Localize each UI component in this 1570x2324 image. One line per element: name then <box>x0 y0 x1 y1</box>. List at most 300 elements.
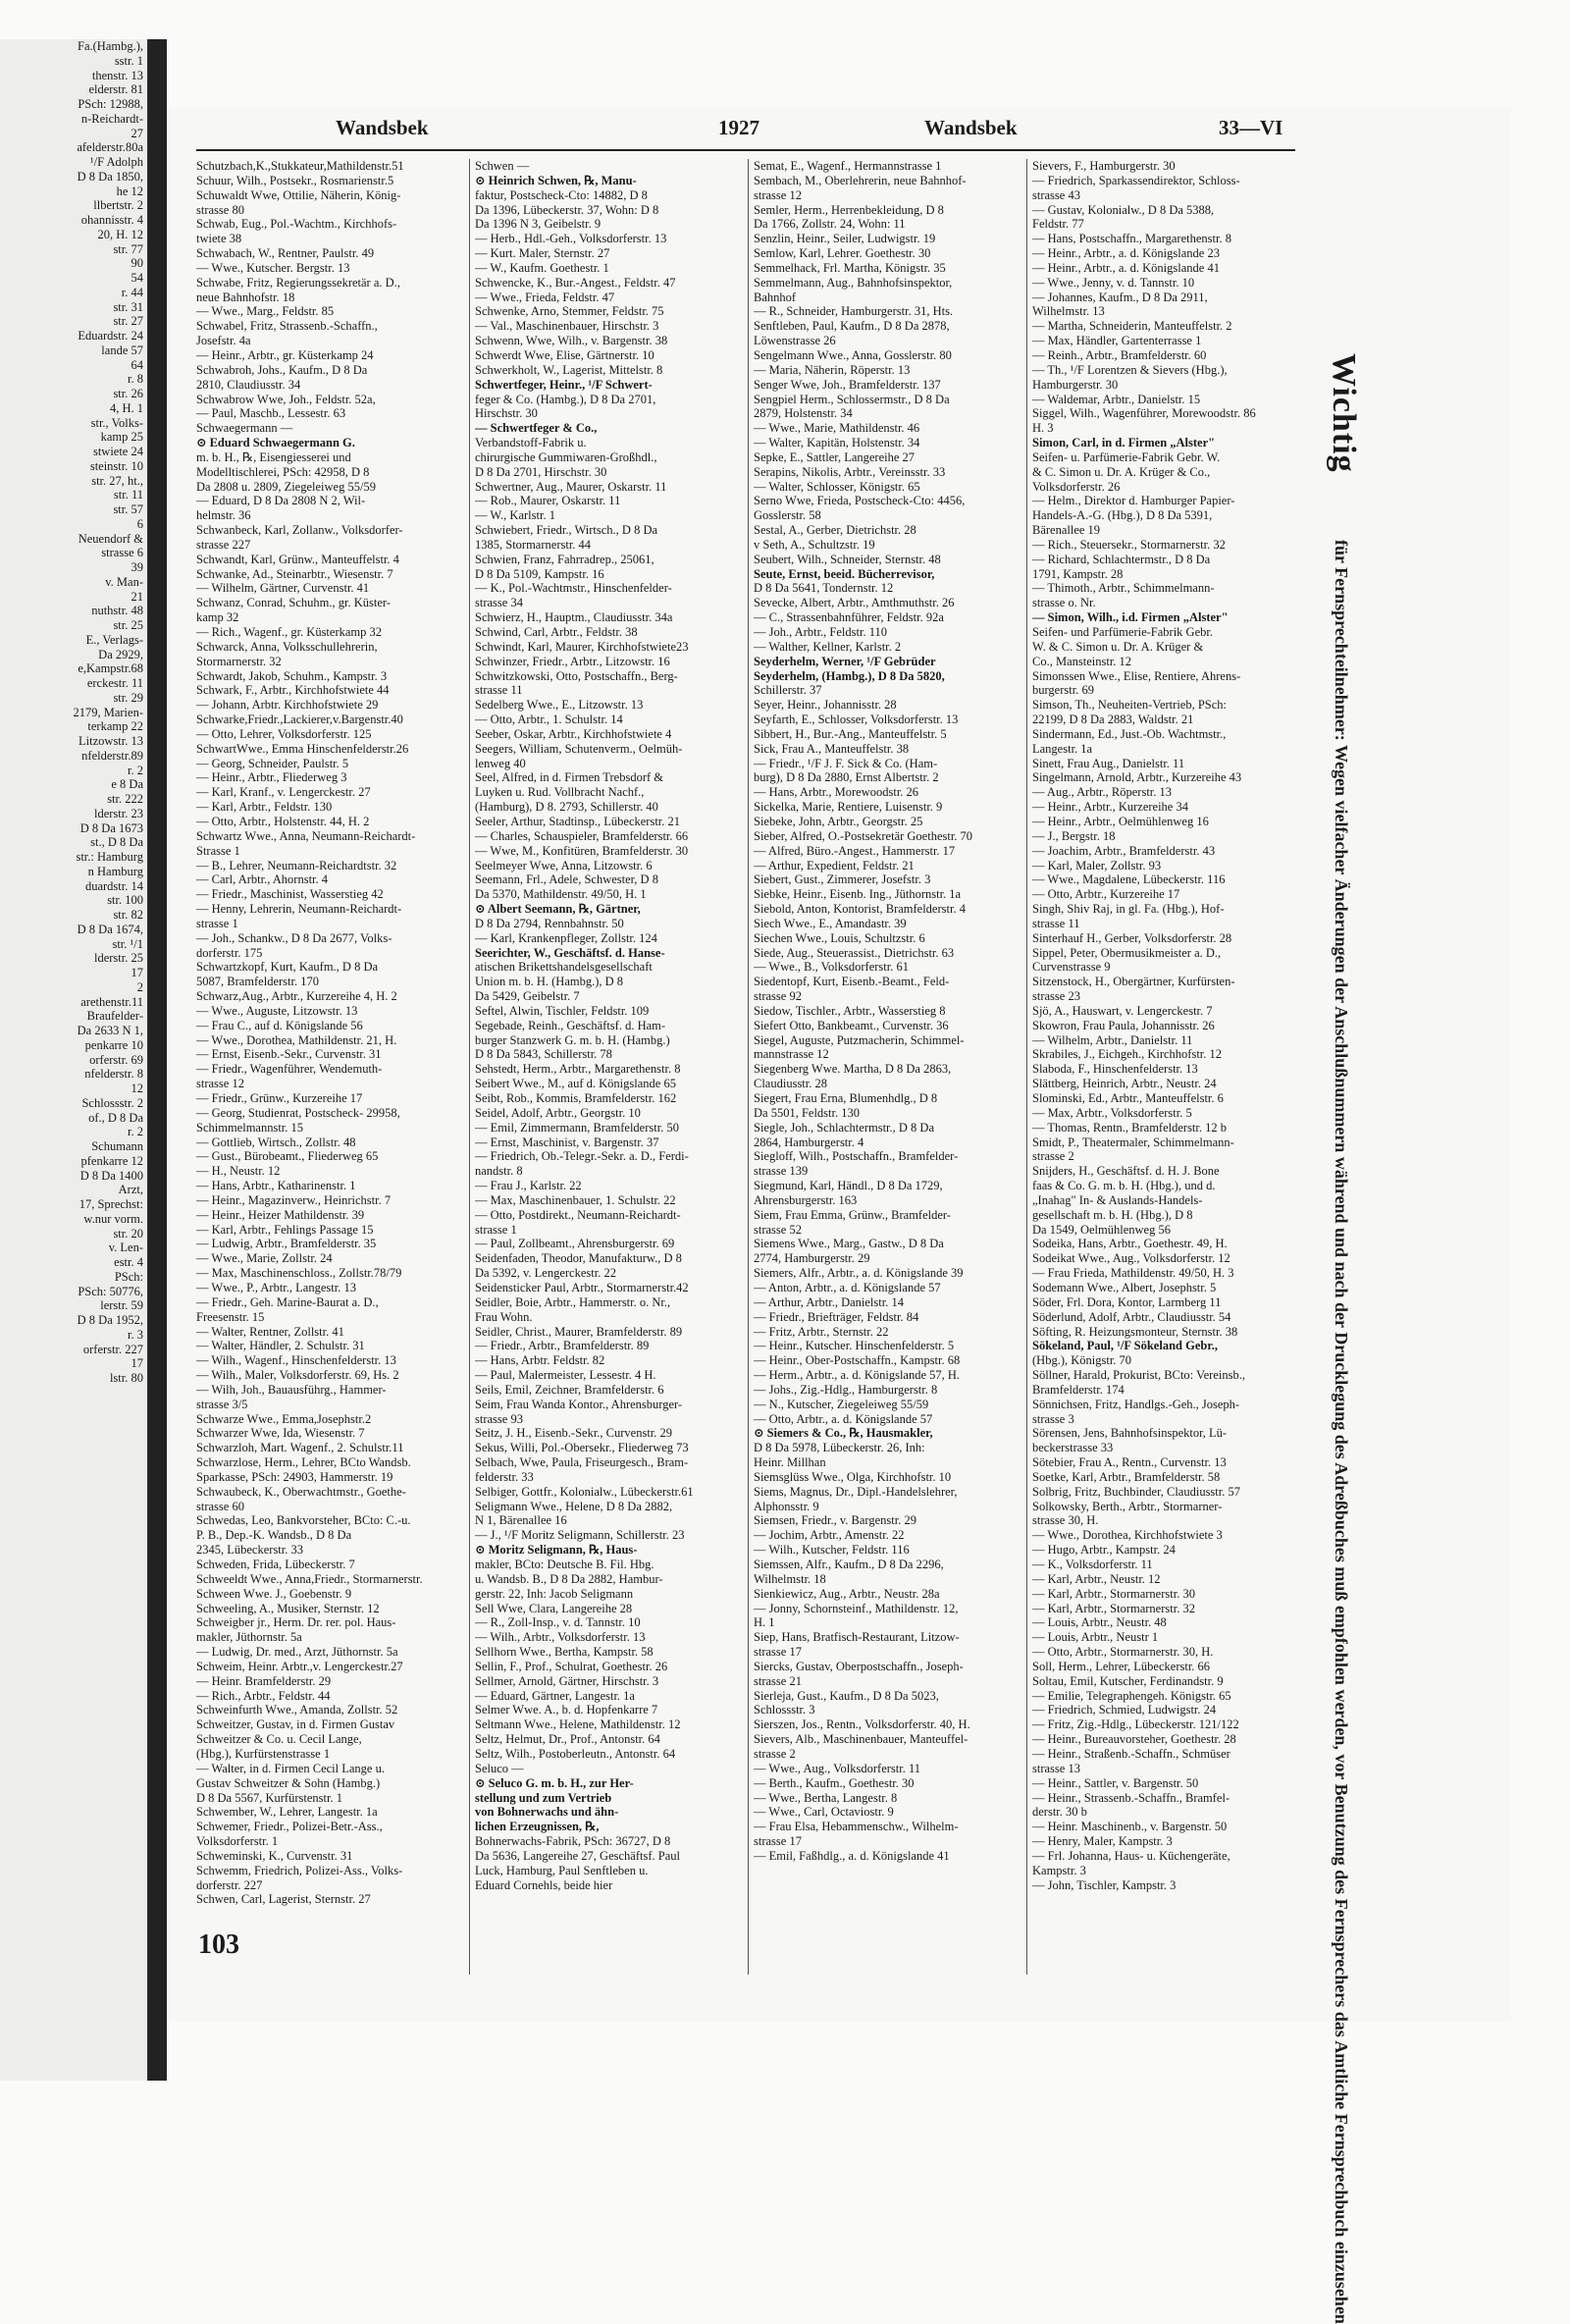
header-page-ref: 33—VI <box>1219 116 1283 139</box>
entry-line: — Herb., Hdl.-Geh., Volksdorferstr. 13 <box>475 232 667 246</box>
entry-line: Schwarck, Anna, Volksschullehrerin, <box>196 639 378 654</box>
strip-line: 54 <box>131 271 143 285</box>
entry-line: Sell Wwe, Clara, Langereihe 28 <box>475 1601 633 1615</box>
entry-line: Bramfelderstr. 174 <box>1032 1382 1125 1397</box>
entry-line: — K., Volksdorferstr. 11 <box>1032 1558 1153 1571</box>
entry-line: „Inahag" In- & Auslands-Handels- <box>1032 1192 1203 1207</box>
entry-line: Schwarzer Wwe, Ida, Wiesenstr. 7 <box>196 1426 365 1441</box>
entry-line: Strasse 1 <box>196 843 240 858</box>
entry-line: 2345, Lübeckerstr. 33 <box>196 1543 304 1558</box>
entry-line: Semmelhack, Frl. Martha, Königstr. 35 <box>754 260 946 275</box>
entry-line: Curvenstrasse 9 <box>1032 960 1111 975</box>
entry-line: Seifen- und Parfümerie-Fabrik Gebr. <box>1032 625 1213 639</box>
entry-line: — Georg, Schneider, Paulstr. 5 <box>196 756 349 770</box>
entry-line: Schwindt, Karl, Maurer, Kirchhofstwiete23 <box>475 639 689 654</box>
entry-line: Seegers, William, Schutenverm., Oelmüh- <box>475 741 683 756</box>
entry-line: Seftel, Alwin, Tischler, Feldstr. 109 <box>475 1003 650 1018</box>
entry-line: Seel, Alfred, in d. Firmen Trebsdorf & <box>475 770 664 785</box>
entry-line: — Friedr., ¹/F J. F. Sick & Co. (Ham- <box>754 756 938 770</box>
entry-line: — Thomas, Rentn., Bramfelderstr. 12 b <box>1032 1120 1228 1135</box>
entry-line: Singelmann, Arnold, Arbtr., Kurzereihe 43 <box>1032 770 1242 785</box>
entry-line: — Wilhelm, Arbtr., Danielstr. 11 <box>1032 1032 1193 1047</box>
entry-line: Feldstr. 77 <box>1032 217 1084 232</box>
header-rule <box>196 149 1295 151</box>
entry-line: Seils, Emil, Zeichner, Bramfelderstr. 6 <box>475 1382 664 1397</box>
strip-line: elderstr. 81 <box>88 82 143 97</box>
entry-line: Sellmer, Arnold, Gärtner, Hirschstr. 3 <box>475 1673 659 1688</box>
entry-line: Solkowsky, Berth., Arbtr., Stormarner- <box>1032 1499 1223 1513</box>
entry-line: — R., Zoll-Insp., v. d. Tannstr. 10 <box>475 1615 641 1630</box>
entry-line: Schutzbach,K.,Stukkateur,Mathildenstr.51 <box>196 159 404 173</box>
entry-line: — Walther, Kellner, Karlstr. 2 <box>754 639 902 654</box>
entry-line: beckerstrasse 33 <box>1032 1441 1114 1455</box>
entry-line: — Charles, Schauspieler, Bramfelderstr. 66 <box>475 828 689 843</box>
strip-line: 21 <box>131 589 143 604</box>
entry-line: Sodeikat Wwe., Aug., Volksdorferstr. 12 <box>1032 1251 1230 1266</box>
entry-line: Siebke, Heinr., Eisenb. Ing., Jüthornstr. 1a <box>754 887 962 902</box>
strip-line: Schlossstr. 2 <box>81 1095 143 1110</box>
strip-line: n-Reichardt- <box>80 111 143 126</box>
strip-line: PSch: <box>114 1269 143 1284</box>
entry-line: Kampstr. 3 <box>1032 1863 1086 1877</box>
entry-line: Seeber, Oskar, Arbtr., Kirchhofstwiete 4 <box>475 726 672 741</box>
entry-line: — Wwe., Marie, Zollstr. 24 <box>196 1251 333 1266</box>
page-number: 103 <box>198 1929 239 1960</box>
entry-line: Da 1396 N 3, Geibelstr. 9 <box>475 217 602 232</box>
entry-line: Sodeika, Hans, Arbtr., Goethestr. 49, H. <box>1032 1237 1228 1251</box>
strip-line: arethenstr.11 <box>80 994 143 1009</box>
entry-line: Schwaubeck, K., Oberwachtmstr., Goethe- <box>196 1484 406 1499</box>
strip-line: str. 31 <box>113 299 143 314</box>
entry-line: — Heinr., Arbtr., Kurzereihe 34 <box>1032 800 1188 815</box>
entry-line: Wilhelmstr. 18 <box>754 1571 826 1586</box>
entry-line: — Wilh, Joh., Bauausführg., Hammer- <box>196 1382 387 1397</box>
entry-line: Wilhelmstr. 13 <box>1032 304 1105 319</box>
entry-line: Siebeke, John, Arbtr., Georgstr. 25 <box>754 814 923 828</box>
header-left: Wandsbek <box>336 116 429 139</box>
strip-line: nuthstr. 48 <box>91 604 143 618</box>
entry-line: — Fritz, Zig.-Hdlg., Lübeckerstr. 121/122 <box>1032 1717 1239 1732</box>
entry-line: (Hbg.), Kurfürstenstrasse 1 <box>196 1746 331 1761</box>
entry-line: — Rich., Steuersekr., Stormarnerstr. 32 <box>1032 537 1226 552</box>
strip-line: str. 20 <box>113 1226 143 1241</box>
strip-line: thenstr. 13 <box>91 68 143 82</box>
entry-line: — Henny, Lehrerin, Neumann-Reichardt- <box>196 902 402 917</box>
strip-line: n Hamburg <box>87 864 143 878</box>
column-2 <box>475 159 748 2004</box>
entry-line: — Wilh., Wagenf., Hinschenfelderstr. 13 <box>196 1353 396 1368</box>
entry-line: felderstr. 33 <box>475 1469 534 1484</box>
entry-line: D 8 Da 5978, Lübeckerstr. 26, Inh: <box>754 1441 925 1455</box>
entry-line: Skowron, Frau Paula, Johannisstr. 26 <box>1032 1018 1215 1032</box>
entry-line: strasse 21 <box>754 1673 802 1688</box>
entry-line: Sengpiel Herm., Schlossermstr., D 8 Da <box>754 392 950 406</box>
entry-line: Siegloff, Wilh., Postschaffn., Bramfelder- <box>754 1149 959 1164</box>
entry-line: Schwandt, Karl, Grünw., Manteuffelstr. 4 <box>196 552 399 566</box>
entry-line: Schwind, Carl, Arbtr., Feldstr. 38 <box>475 625 638 639</box>
entry-line: lichen Erzeugnissen, ℞, <box>475 1820 600 1834</box>
strip-line: nfelderstr. 8 <box>84 1067 143 1082</box>
strip-line: 2 <box>136 979 143 994</box>
entry-line: — Heinr., Bureauvorsteher, Goethestr. 28 <box>1032 1732 1236 1747</box>
entry-line: — Ludwig, Dr. med., Arzt, Jüthornstr. 5a <box>196 1645 398 1660</box>
entry-line: Sötebier, Frau A., Rentn., Curvenstr. 13 <box>1032 1455 1227 1470</box>
entry-line: — Karl, Kranf., v. Lengerckestr. 27 <box>196 785 371 800</box>
entry-line: Schwertfeger, Heinr., ¹/F Schwert- <box>475 377 653 392</box>
entry-line: Sedelberg Wwe., E., Litzowstr. 13 <box>475 698 644 713</box>
entry-line: Schlossstr. 3 <box>754 1703 815 1717</box>
entry-line: Da 5392, v. Lengerckestr. 22 <box>475 1266 616 1281</box>
book-gutter <box>149 39 167 2081</box>
entry-line: Sembach, M., Oberlehrerin, neue Bahnhof- <box>754 173 967 187</box>
entry-line: faktur, Postscheck-Cto: 14882, D 8 <box>475 187 648 202</box>
strip-line: lande 57 <box>101 343 143 357</box>
entry-line: Sippel, Peter, Obermusikmeister a. D., <box>1032 945 1222 960</box>
strip-line: erckestr. 11 <box>86 676 143 690</box>
strip-line: llbertstr. 2 <box>93 198 143 213</box>
entry-line: Schweeldt Wwe., Anna,Friedr., Stormarnerstr. <box>196 1571 423 1586</box>
entry-line: burgerstr. 69 <box>1032 683 1094 698</box>
entry-line: Schwabe, Fritz, Regierungssekretär a. D., <box>196 275 400 290</box>
entry-line: — B., Lehrer, Neumann-Reichardtstr. 32 <box>196 858 397 872</box>
entry-line: — Paul, Zollbeamt., Ahrensburgerstr. 69 <box>475 1237 675 1251</box>
entry-line: Eduard Cornehls, beide hier <box>475 1877 613 1892</box>
entry-line: Siemers, Alfr., Arbtr., a. d. Königslande 39 <box>754 1266 964 1281</box>
entry-line: v Seth, A., Schultzstr. 19 <box>754 537 875 552</box>
entry-line: — Johannes, Kaufm., D 8 Da 2911, <box>1032 290 1208 304</box>
strip-line: r. 8 <box>128 372 143 387</box>
entry-line: Schwerdt Wwe, Elise, Gärtnerstr. 10 <box>475 347 654 362</box>
strip-line: orferstr. 227 <box>82 1342 143 1356</box>
entry-line: — Wilh., Maler, Volksdorferstr. 69, Hs. 2 <box>196 1368 399 1383</box>
entry-line: burger Stanzwerk G. m. b. H. (Hambg.) <box>475 1032 670 1047</box>
entry-line: Schwartz Wwe., Anna, Neumann-Reichardt- <box>196 828 416 843</box>
entry-line: Sevecke, Albert, Arbtr., Amthmuthstr. 26 <box>754 596 955 610</box>
entry-line: Sick, Frau A., Manteuffelstr. 38 <box>754 741 910 756</box>
strip-line: 20, H. 12 <box>97 227 143 241</box>
entry-line: — Wilh., Kutscher, Feldstr. 116 <box>754 1543 910 1558</box>
notice-text: für Fernsprechteilnehmer: Wegen vielfacher Änderungen der Anschlußnummern während und nach der Drucklegung des Adreßbuches muß empfohlen werden, vor Benutzung des Fernsprechers das Amtliche Fernsprechbuch einzusehen <box>1332 540 1351 2324</box>
entry-line: — Friedr., Grünw., Kurzereihe 17 <box>196 1091 363 1105</box>
entry-line: — Gust., Bürobeamt., Fliederweg 65 <box>196 1149 379 1164</box>
entry-line: Sökeland, Paul, ¹/F Sökeland Gebr., <box>1032 1339 1218 1353</box>
entry-line: — Max, Maschinenbauer, 1. Schulstr. 22 <box>475 1192 676 1207</box>
entry-line: Schuur, Wilh., Postsekr., Rosmarienstr.5 <box>196 173 394 187</box>
entry-line: ⊙ Moritz Seligmann, ℞, Haus- <box>475 1543 638 1558</box>
entry-line: — J., Bergstr. 18 <box>1032 828 1116 843</box>
entry-line: Siebert, Gust., Zimmerer, Josefstr. 3 <box>754 872 931 887</box>
strip-line: e 8 Da <box>111 777 143 792</box>
entry-line: — Heinr., Arbtr., a. d. Königslande 41 <box>1032 260 1220 275</box>
strip-line: ohannisstr. 4 <box>80 213 143 227</box>
entry-line: — Frau J., Karlstr. 22 <box>475 1179 582 1193</box>
entry-line: Seltz, Helmut, Dr., Prof., Antonstr. 64 <box>475 1732 660 1747</box>
entry-line: Schweminski, K., Curvenstr. 31 <box>196 1848 353 1863</box>
entry-line: twiete 38 <box>196 232 242 246</box>
entry-line: Schwenke, Arno, Stemmer, Feldstr. 75 <box>475 304 664 319</box>
strip-line: Fa.(Hambg.), <box>78 39 143 53</box>
entry-line: strasse 12 <box>196 1077 244 1091</box>
strip-line: e,Kampstr.68 <box>78 661 143 676</box>
entry-line: 22199, D 8 Da 2883, Waldstr. 21 <box>1032 713 1194 727</box>
entry-line: strasse 12 <box>754 187 802 202</box>
entry-line: Sievers, F., Hamburgerstr. 30 <box>1032 159 1176 173</box>
strip-line: Da 2929, <box>98 647 143 661</box>
entry-line: Schwarke,Friedr.,Lackierer,v.Bargenstr.40 <box>196 713 403 727</box>
strip-line: 4, H. 1 <box>109 400 143 415</box>
entry-line: Schwarz,Aug., Arbtr., Kurzereihe 4, H. 2 <box>196 989 397 1004</box>
entry-line: — Heinr., Arbtr., a. d. Königslande 23 <box>1032 246 1220 261</box>
strip-line: 27 <box>131 126 143 140</box>
strip-line: duardstr. 14 <box>84 878 143 893</box>
entry-line: Soetke, Karl, Arbtr., Bramfelderstr. 58 <box>1032 1469 1221 1484</box>
entry-line: Semlow, Karl, Lehrer. Goethestr. 30 <box>754 246 931 261</box>
strip-line: of., D 8 Da <box>88 1110 143 1125</box>
entry-line: strasse 34 <box>475 596 523 610</box>
entry-line: Ahrensburgerstr. 163 <box>754 1192 858 1207</box>
entry-line: Da 5501, Feldstr. 130 <box>754 1105 860 1120</box>
entry-line: — Walter, Schlosser, Königstr. 65 <box>754 479 920 494</box>
entry-line: — Rob., Maurer, Oskarstr. 11 <box>475 494 621 508</box>
entry-line: — Walter, in d. Firmen Cecil Lange u. <box>196 1761 385 1775</box>
entry-line: — Heinr., Straßenb.-Schaffn., Schmüser <box>1032 1746 1230 1761</box>
entry-line: D 8 Da 5567, Kurfürstenstr. 1 <box>196 1790 342 1805</box>
strip-line: D 8 Da 1400 <box>79 1168 143 1183</box>
entry-line: — Ernst, Maschinist, v. Bargenstr. 37 <box>475 1135 659 1149</box>
strip-line: 17 <box>131 966 143 979</box>
entry-line: Serapins, Nikolis, Arbtr., Vereinsstr. 33 <box>754 464 946 479</box>
strip-line: PSch: 50776, <box>78 1284 143 1298</box>
entry-line: Schwitzkowski, Otto, Postschaffn., Berg- <box>475 668 678 683</box>
entry-line: — Otto, Lehrer, Volksdorferstr. 125 <box>196 726 372 741</box>
entry-line: Seubert, Wilh., Schneider, Sternstr. 48 <box>754 552 941 566</box>
strip-line: Neuendorf & <box>78 531 143 546</box>
strip-line: E., Verlags- <box>85 632 143 647</box>
entry-line: Söderlund, Adolf, Arbtr., Claudiusstr. 54 <box>1032 1309 1231 1324</box>
entry-line: strasse 11 <box>1032 916 1080 930</box>
entry-line: D 8 Da 5109, Kampstr. 16 <box>475 566 604 581</box>
strip-line: sstr. 1 <box>114 53 143 68</box>
entry-line: — Aug., Arbtr., Röperstr. 13 <box>1032 785 1173 800</box>
entry-line: Söfting, R. Heizungsmonteur, Sternstr. 38 <box>1032 1324 1238 1339</box>
entry-line: — Heinr., Strassenb.-Schaffn., Bramfel- <box>1032 1790 1230 1805</box>
entry-line: Skrabiles, J., Eichgeh., Kirchhofstr. 12 <box>1032 1047 1223 1062</box>
entry-line: — Karl, Krankenpfleger, Zollstr. 124 <box>475 930 657 945</box>
entry-line: Simson, Th., Neuheiten-Vertrieb, PSch: <box>1032 698 1228 713</box>
entry-line: — Wwe., Dorothea, Mathildenstr. 21, H. <box>196 1032 397 1047</box>
entry-line: — Heinr., Heizer Mathildenstr. 39 <box>196 1207 365 1222</box>
entry-line: Siem, Frau Emma, Grünw., Bramfelder- <box>754 1207 951 1222</box>
entry-line: gerstr. 22, Inh: Jacob Seligmann <box>475 1586 634 1601</box>
entry-line: Handels-A.-G. (Hbg.), D 8 Da 5391, <box>1032 508 1213 523</box>
entry-line: Söllner, Harald, Prokurist, BCto: Vereinsb., <box>1032 1368 1245 1383</box>
entry-line: — Karl, Arbtr., Fehlings Passage 15 <box>196 1222 374 1237</box>
strip-line: estr. 4 <box>114 1255 143 1269</box>
strip-line: str. 26 <box>113 387 143 400</box>
entry-line: Schweigber jr., Herm. Dr. rer. pol. Haus- <box>196 1615 396 1630</box>
entry-line: Hamburgerstr. 30 <box>1032 377 1119 392</box>
entry-line: Sparkasse, PSch: 24903, Hammerstr. 19 <box>196 1469 393 1484</box>
entry-line: 2774, Hamburgerstr. 29 <box>754 1251 870 1266</box>
entry-line: Singh, Shiv Raj, in gl. Fa. (Hbg.), Hof- <box>1032 902 1225 917</box>
entry-line: strasse 80 <box>196 202 244 217</box>
entry-line: Schwartzkopf, Kurt, Kaufm., D 8 Da <box>196 960 379 975</box>
entry-line: Seemann, Frl., Adele, Schwester, D 8 <box>475 872 658 887</box>
entry-line: — Friedr., Briefträger, Feldstr. 84 <box>754 1309 919 1324</box>
entry-line: Da 1396, Lübeckerstr. 37, Wohn: D 8 <box>475 202 659 217</box>
entry-line: Siercks, Gustav, Oberpostschaffn., Joseph- <box>754 1659 964 1673</box>
entry-line: — Louis, Arbtr., Neustr 1 <box>1032 1630 1159 1645</box>
entry-line: — Rich., Wagenf., gr. Küsterkamp 32 <box>196 625 383 639</box>
entry-line: P. B., Dep.-K. Wandsb., D 8 Da <box>196 1528 352 1543</box>
entry-line: Seibert Wwe., M., auf d. Königslande 65 <box>475 1077 676 1091</box>
entry-line: Union m. b. H. (Hambg.), D 8 <box>475 975 624 989</box>
entry-line: — Paul, Malermeister, Lessestr. 4 H. <box>475 1368 656 1383</box>
entry-line: Seidler, Christ., Maurer, Bramfelderstr. 89 <box>475 1324 683 1339</box>
entry-line: Seyer, Heinr., Johannisstr. 28 <box>754 698 897 713</box>
entry-line: Schweitzer, Gustav, in d. Firmen Gustav <box>196 1717 395 1732</box>
entry-line: Schwen — <box>475 159 530 173</box>
entry-line: — Georg, Studienrat, Postscheck- 29958, <box>196 1105 400 1120</box>
entry-line: — Heinr. Bramfelderstr. 29 <box>196 1673 332 1688</box>
entry-line: ⊙ Seluco G. m. b. H., zur Her- <box>475 1775 634 1790</box>
entry-line: D 8 Da 2701, Hirschstr. 30 <box>475 464 607 479</box>
strip-line: 39 <box>131 560 143 574</box>
previous-page-strip <box>0 39 149 2081</box>
entry-line: Siemsen, Friedr., v. Bargenstr. 29 <box>754 1513 916 1528</box>
column-1 <box>196 159 469 2004</box>
entry-line: Slättberg, Heinrich, Arbtr., Neustr. 24 <box>1032 1077 1217 1091</box>
entry-line: Seibt, Rob., Kommis, Bramfelderstr. 162 <box>475 1091 677 1105</box>
entry-line: — Johann, Arbtr. Kirchhofstwiete 29 <box>196 698 379 713</box>
entry-line: Siegenberg Wwe. Martha, D 8 Da 2863, <box>754 1062 952 1077</box>
entry-line: Sodemann Wwe., Albert, Josephstr. 5 <box>1032 1280 1217 1294</box>
entry-line: — Karl, Arbtr., Feldstr. 130 <box>196 800 333 815</box>
entry-line: — Max, Arbtr., Volksdorferstr. 5 <box>1032 1105 1192 1120</box>
entry-line: — R., Schneider, Hamburgerstr. 31, Hts. <box>754 304 954 319</box>
entry-line: — C., Strassenbahnführer, Feldstr. 92a <box>754 610 944 625</box>
entry-line: — Emil, Zimmermann, Bramfelderstr. 50 <box>475 1120 679 1135</box>
entry-line: chirurgische Gummiwaren-Großhdl., <box>475 449 657 464</box>
entry-line: — Frl. Johanna, Haus- u. Küchengeräte, <box>1032 1848 1230 1863</box>
strip-line: afelderstr.80a <box>77 140 143 155</box>
entry-line: neue Bahnhofstr. 18 <box>196 290 295 304</box>
entry-line: SchwartWwe., Emma Hinschenfelderstr.26 <box>196 741 409 756</box>
entry-line: Selbiger, Gottfr., Kolonialw., Lübeckerstr.61 <box>475 1484 694 1499</box>
entry-line: — Rich., Arbtr., Feldstr. 44 <box>196 1688 331 1703</box>
entry-line: Sitzenstock, H., Obergärtner, Kurfürsten- <box>1032 975 1235 989</box>
entry-line: — Martha, Schneiderin, Manteuffelstr. 2 <box>1032 319 1232 334</box>
entry-line: — Paul, Maschb., Lessestr. 63 <box>196 406 346 421</box>
entry-line: Siedentopf, Kurt, Eisenb.-Beamt., Feld- <box>754 975 950 989</box>
entry-line: Modelltischlerei, PSch: 42958, D 8 <box>196 464 370 479</box>
entry-line: Seitz, J. H., Eisenb.-Sekr., Curvenstr. 29 <box>475 1426 673 1441</box>
entry-line: — Heinr. Maschinenb., v. Bargenstr. 50 <box>1032 1820 1228 1834</box>
entry-line: Seyfarth, E., Schlosser, Volksdorferstr. 13 <box>754 713 959 727</box>
entry-line: Schweim, Heinr. Arbtr.,v. Lengerckestr.27 <box>196 1659 403 1673</box>
entry-line: Schwencke, K., Bur.-Angest., Feldstr. 47 <box>475 275 676 290</box>
entry-line: Da 1549, Oelmühlenweg 56 <box>1032 1222 1171 1237</box>
entry-line: Schwarzlose, Herm., Lehrer, BCto Wandsb. <box>196 1455 411 1470</box>
entry-line: ⊙ Eduard Schwaegermann G. <box>196 436 355 450</box>
entry-line: Schwanz, Conrad, Schuhm., gr. Küster- <box>196 596 391 610</box>
strip-line: 17 <box>131 1356 143 1371</box>
entry-line: Seidler, Boie, Arbtr., Hammerstr. o. Nr., <box>475 1294 671 1309</box>
entry-line: — Heinr., Arbtr., Oelmühlenweg 16 <box>1032 814 1209 828</box>
entry-line: Luyken u. Rud. Vollbracht Nachf., <box>475 785 645 800</box>
entry-line: Seidensticker Paul, Arbtr., Stormarnerstr.42 <box>475 1280 689 1294</box>
entry-line: Schwedas, Leo, Bankvorsteher, BCto: C.-u. <box>196 1513 411 1528</box>
entry-line: — John, Tischler, Kampstr. 3 <box>1032 1877 1177 1892</box>
entry-line: Söder, Frl. Dora, Kontor, Larmberg 11 <box>1032 1294 1222 1309</box>
entry-line: Sieber, Alfred, O.-Postsekretär Goethestr. 70 <box>754 828 973 843</box>
entry-line: — Wwe., Carl, Octaviostr. 9 <box>754 1805 894 1820</box>
entry-line: Sjö, A., Hauswart, v. Lengerckestr. 7 <box>1032 1003 1213 1018</box>
entry-line: — Walter, Rentner, Zollstr. 41 <box>196 1324 344 1339</box>
entry-line: — Karl, Maler, Zollstr. 93 <box>1032 858 1162 872</box>
entry-line: 2879, Holstenstr. 34 <box>754 406 853 421</box>
entry-line: Da 5429, Geibelstr. 7 <box>475 989 580 1004</box>
entry-line: burg), D 8 Da 2880, Ernst Albertstr. 2 <box>754 770 939 785</box>
entry-line: — Joh., Schankw., D 8 Da 2677, Volks- <box>196 930 392 945</box>
entry-line: — Wilhelm, Gärtner, Curvenstr. 41 <box>196 581 370 596</box>
entry-line: Schwenn, Wwe, Wilh., v. Bargenstr. 38 <box>475 334 668 348</box>
entry-line: — Frau Frieda, Mathildenstr. 49/50, H. 3 <box>1032 1266 1234 1281</box>
entry-line: — Richard, Schlachtermstr., D 8 Da <box>1032 552 1211 566</box>
entry-line: Siefert Otto, Bankbeamt., Curvenstr. 36 <box>754 1018 949 1032</box>
strip-line: 17, Sprechst: <box>78 1197 143 1211</box>
entry-line: makler, Jüthornstr. 5a <box>196 1630 302 1645</box>
entry-line: — Wwe, M., Konfitüren, Bramfelderstr. 30 <box>475 843 689 858</box>
entry-line: atischen Brikettshandelsgesellschaft <box>475 960 653 975</box>
entry-line: Seidel, Adolf, Arbtr., Georgstr. 10 <box>475 1105 641 1120</box>
entry-line: Senftleben, Paul, Kaufm., D 8 Da 2878, <box>754 319 950 334</box>
entry-line: strasse 43 <box>1032 187 1080 202</box>
entry-line: strasse 93 <box>475 1411 523 1426</box>
entry-line: strasse 11 <box>475 683 523 698</box>
entry-line: derstr. 30 b <box>1032 1805 1087 1820</box>
entry-line: Schwemm, Friedrich, Polizei-Ass., Volks- <box>196 1863 403 1877</box>
strip-line: 90 <box>131 256 143 271</box>
entry-line: Schwabrow Wwe, Joh., Feldstr. 52a, <box>196 392 376 406</box>
header-year: 1927 <box>718 116 759 139</box>
entry-line: — N., Kutscher, Ziegeleiweg 55/59 <box>754 1397 929 1411</box>
entry-line: — Otto, Arbtr., Stormarnerstr. 30, H. <box>1032 1645 1214 1660</box>
entry-line: — Emilie, Telegraphengeh. Königstr. 65 <box>1032 1688 1231 1703</box>
entry-line: — Max, Händler, Gartenterrasse 1 <box>1032 334 1202 348</box>
entry-line: Sievers, Alb., Maschinenbauer, Manteuffel- <box>754 1732 968 1747</box>
strip-line: D 8 Da 1673 <box>79 820 143 835</box>
entry-line: Sindermann, Ed., Just.-Ob. Wachtmstr., <box>1032 726 1227 741</box>
entry-line: Gosslerstr. 58 <box>754 508 821 523</box>
entry-line: Sönnichsen, Fritz, Handlgs.-Geh., Joseph- <box>1032 1397 1240 1411</box>
entry-line: Schwen, Carl, Lagerist, Sternstr. 27 <box>196 1892 371 1907</box>
entry-line: — Karl, Arbtr., Stormarnerstr. 30 <box>1032 1586 1195 1601</box>
entry-line: Sengelmann Wwe., Anna, Gosslerstr. 80 <box>754 347 952 362</box>
entry-line: Schwertner, Aug., Maurer, Oskarstr. 11 <box>475 479 667 494</box>
entry-line: strasse 30, H. <box>1032 1513 1099 1528</box>
entry-line: Siemssen, Alfr., Kaufm., D 8 Da 2296, <box>754 1558 944 1571</box>
entry-line: Slominski, Ed., Arbtr., Manteuffelstr. 6 <box>1032 1091 1224 1105</box>
strip-line: terkamp 22 <box>87 719 143 734</box>
entry-line: — Simon, Wilh., i.d. Firmen „Alster" <box>1032 610 1229 625</box>
entry-line: — Jonny, Schornsteinf., Mathildenstr. 12, <box>754 1601 959 1615</box>
strip-line: r. 3 <box>128 1327 143 1342</box>
entry-line: Schwarze Wwe., Emma,Josephstr.2 <box>196 1411 372 1426</box>
entry-line: — J., ¹/F Moritz Seligmann, Schillerstr. 23 <box>475 1528 685 1543</box>
entry-line: — Val., Maschinenbauer, Hirschstr. 3 <box>475 319 659 334</box>
entry-line: Schwark, F., Arbtr., Kirchhofstwiete 44 <box>196 683 390 698</box>
